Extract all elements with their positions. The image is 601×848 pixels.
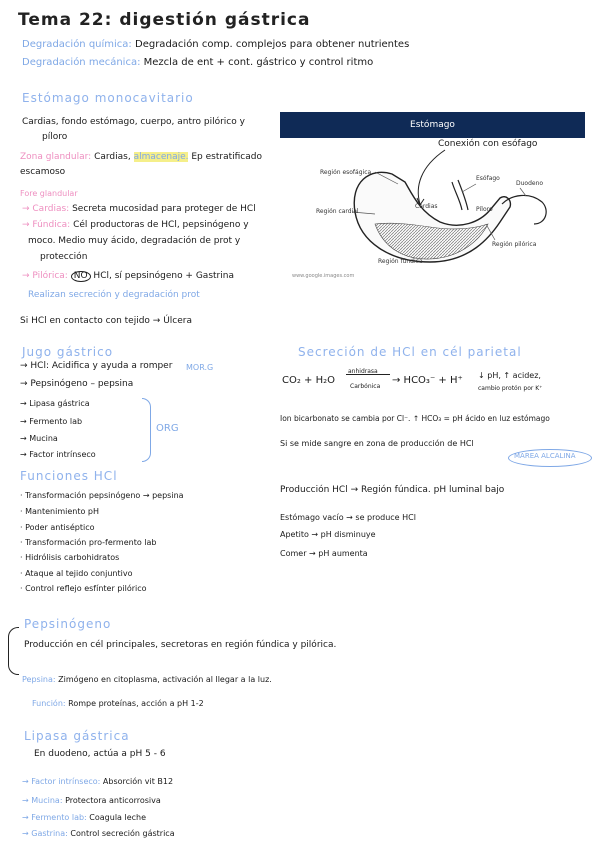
funciones-item-5: · Ataque al tejido conjuntivo	[20, 569, 133, 578]
otros-label-2: → Fermento lab:	[22, 813, 87, 822]
diagram-hand-note: Conexión con esófago	[438, 139, 538, 149]
funcion-label: Función:	[32, 699, 66, 708]
funciones-item-3: · Transformación pro-fermento lab	[20, 538, 157, 547]
otros-text-2: Coagula leche	[89, 813, 147, 822]
otros-label-3: → Gastrina:	[22, 829, 68, 838]
secrecion-heading: Secreción de HCl en cél parietal	[298, 345, 522, 359]
label-fundica: Región fúndica	[378, 258, 423, 265]
stomach-diagram	[280, 112, 585, 292]
jugo-item-1: → Pepsinógeno – pepsina	[20, 379, 134, 389]
zona-text2: Ep estratificado	[191, 152, 262, 162]
funcion-line	[32, 700, 204, 708]
eq-result1: ↓ pH, ↑ acidez,	[478, 371, 541, 380]
eq-arrow-line	[346, 374, 390, 375]
mecanica-label: Degradación mecánica:	[22, 57, 141, 68]
zona-glandular-line	[20, 153, 262, 162]
cardias-text: Secreta mucosidad para proteger de HCl	[72, 204, 256, 214]
funciones-heading: Funciones HCl	[20, 469, 118, 483]
fundica-line1	[22, 221, 249, 230]
jugo-item-2: → Lipasa gástrica	[20, 399, 90, 408]
produccion-line: Producción HCl → Región fúndica. pH luminal bajo	[280, 485, 505, 495]
eq-arrow-top: anhidrasa	[348, 368, 378, 375]
funciones-item-4: · Hidrólisis carbohidratos	[20, 553, 120, 562]
label-cardias: Cardias	[415, 203, 438, 210]
pepsina-text: Zimógeno en citoplasma, activación al llegar a la luz.	[58, 675, 272, 684]
otros-label-0: → Factor intrínseco:	[22, 777, 101, 786]
pepsinogeno-line1: Producción en cél principales, secretoras en región fúndica y pilórica.	[24, 640, 337, 650]
pepsinogeno-brace	[8, 627, 19, 675]
label-piloro: Píloro	[476, 206, 493, 213]
pepsinogeno-heading: Pepsinógeno	[24, 617, 112, 631]
fundica-label: → Fúndica:	[22, 220, 71, 230]
zona-line2: escamoso	[20, 167, 66, 177]
comer-line: Comer → pH aumenta	[280, 549, 368, 558]
cardias-line	[22, 205, 256, 214]
label-pilorica: Región pilórica	[492, 241, 537, 248]
lipasa-heading: Lipasa gástrica	[24, 729, 130, 743]
jugo-brace	[142, 398, 151, 462]
label-esofago: Esófago	[476, 175, 500, 182]
otros-text-3: Control secreción gástrica	[70, 829, 175, 838]
quimica-line	[22, 40, 409, 50]
quimica-text: Degradación comp. complejos para obtener nutrientes	[135, 39, 410, 50]
no-circle: NO	[71, 271, 91, 282]
otros-label-1: → Mucina:	[22, 796, 63, 805]
pepsina-line	[22, 676, 272, 684]
label-esofagica: Región esofágica	[320, 169, 372, 176]
jugo-item-4: → Mucina	[20, 434, 58, 443]
jugo-item-5: → Factor intrínseco	[20, 450, 96, 459]
jugo-note-org: ORG	[156, 423, 179, 434]
diagram-source: www.google.images.com	[292, 273, 355, 279]
jugo-item-0: → HCl: Acidifica y ayuda a romper	[20, 361, 173, 371]
ion-line: Ion bicarbonato se cambia por Cl⁻. ↑ HCO₃ = pH ácido en luz estómago	[280, 414, 550, 423]
diagram-header-text: Estómago	[410, 120, 455, 130]
mecanica-text: Mezcla de ent + cont. gástrico y control ritmo	[143, 57, 374, 68]
otros-item-3	[22, 830, 175, 838]
jugo-note-top: MOR.G	[186, 363, 214, 372]
marea-label: MAREA ALCALINA	[514, 452, 576, 460]
fore-glandular-label: Fore glandular	[20, 189, 78, 198]
funciones-item-6: · Control reflejo esfínter pilórico	[20, 584, 147, 593]
otros-item-1	[22, 797, 161, 805]
pilorica-text: HCl, sí pepsinógeno + Gastrina	[93, 271, 234, 281]
jugo-heading: Jugo gástrico	[22, 345, 114, 359]
realizan-line: Realizan secreción y degradación prot	[28, 290, 200, 300]
stomach-illustration	[280, 112, 585, 292]
jugo-item-3: → Fermento lab	[20, 417, 83, 426]
pilorica-line	[22, 271, 234, 282]
funciones-item-2: · Poder antiséptico	[20, 523, 95, 532]
eq-right: → HCO₃⁻ + H⁺	[392, 375, 463, 386]
pepsina-label: Pepsina:	[22, 675, 56, 684]
funciones-item-0: · Transformación pepsinógeno → pepsina	[20, 491, 184, 500]
eq-arrow-bottom: Carbónica	[350, 383, 381, 390]
vacio-line: Estómago vacío → se produce HCl	[280, 513, 416, 522]
sangre-line: Si se mide sangre en zona de producción de HCl	[280, 439, 474, 448]
quimica-label: Degradación química:	[22, 39, 132, 50]
label-duodeno: Duodeno	[516, 180, 544, 187]
otros-item-2	[22, 814, 146, 822]
eq-left: CO₂ + H₂O	[282, 375, 335, 386]
cardias-label: → Cardias:	[22, 204, 70, 214]
zona-highlight: almacenaje.	[133, 152, 189, 162]
lipasa-line1: En duodeno, actúa a pH 5 - 6	[34, 749, 166, 759]
otros-text-0: Absorción vit B12	[102, 777, 174, 786]
fundica-line3: protección	[40, 252, 88, 262]
fundica-line2: moco. Medio muy ácido, degradación de prot y	[28, 236, 241, 246]
otros-item-0	[22, 778, 173, 786]
eq-result2: cambio protón por K⁺	[478, 385, 543, 392]
zona-label: Zona glandular:	[20, 152, 92, 162]
label-cardial: Región cardial	[316, 208, 359, 215]
fundica-text1: Cél productoras de HCl, pepsinógeno y	[73, 220, 249, 230]
otros-text-1: Protectora anticorrosiva	[65, 796, 161, 805]
mecanica-line	[22, 58, 373, 68]
si-hcl-line: Si HCl en contacto con tejido → Úlcera	[20, 316, 192, 326]
estomago-line2: píloro	[42, 132, 68, 142]
page-title: Tema 22: digestión gástrica	[18, 10, 310, 30]
pilorica-label: → Pilórica:	[22, 271, 68, 281]
estomago-line1: Cardias, fondo estómago, cuerpo, antro pilórico y	[22, 117, 245, 127]
funcion-text: Rompe proteínas, acción a pH 1-2	[68, 699, 204, 708]
apetito-line: Apetito → pH disminuye	[280, 530, 376, 539]
estomago-heading: Estómago monocavitario	[22, 91, 194, 105]
zona-text1: Cardias,	[94, 152, 131, 162]
funciones-item-1: · Mantenimiento pH	[20, 507, 99, 516]
